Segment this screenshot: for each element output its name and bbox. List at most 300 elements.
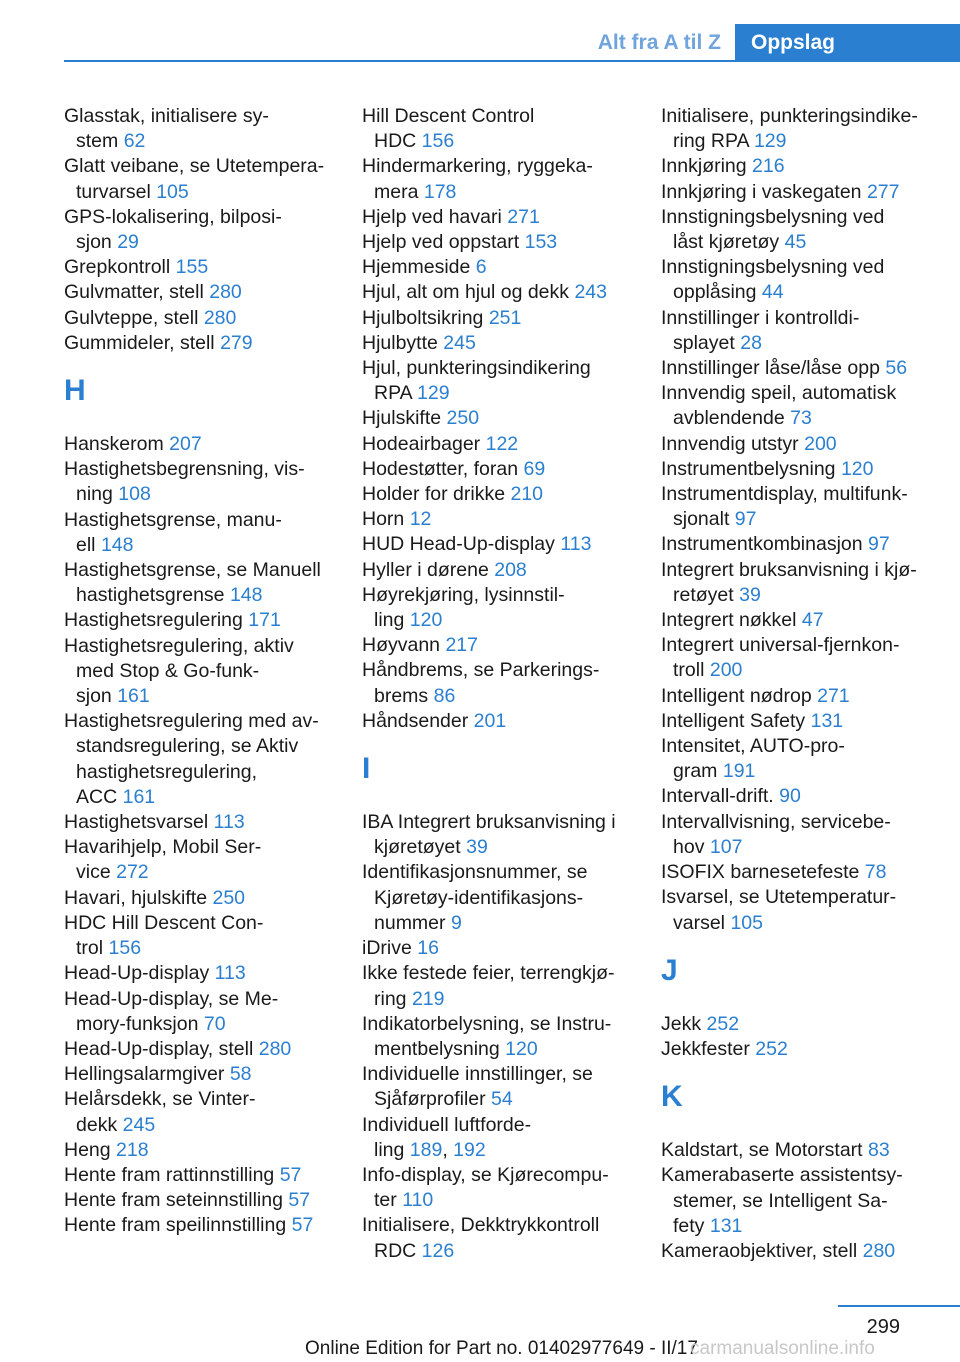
index-entry xyxy=(362,1163,637,1213)
entry-term: nummer xyxy=(374,911,446,934)
index-entry xyxy=(661,734,936,784)
entry-term: Høyvann xyxy=(362,634,441,657)
page-link[interactable]: 192 xyxy=(453,1138,486,1161)
entry-term: Instrumentbelysning xyxy=(661,457,836,480)
page-link[interactable]: 148 xyxy=(100,533,134,556)
page-link[interactable]: 62 xyxy=(123,130,146,153)
edition-line: Online Edition for Part no. 01402977649 - II/17 xyxy=(305,1338,698,1359)
entry-term: Individuelle innstillinger, se xyxy=(362,1063,593,1086)
entry-term: Hjulbytte xyxy=(362,331,438,354)
page-link[interactable]: 279 xyxy=(220,331,253,354)
entry-term: Heng xyxy=(64,1138,111,1161)
entry-term: Initialisere, punkteringsindike- xyxy=(661,105,918,127)
section-letter: K xyxy=(661,1080,683,1114)
page-link[interactable]: 161 xyxy=(117,685,150,708)
index-entry xyxy=(64,558,339,608)
page-link[interactable]: 131 xyxy=(810,709,844,732)
page-header xyxy=(0,0,960,62)
entry-term: Hastighetsgrense, manu- xyxy=(64,508,282,531)
page-link[interactable]: 191 xyxy=(722,760,756,783)
page-link[interactable]: 245 xyxy=(122,1113,156,1136)
page-link[interactable]: 271 xyxy=(507,205,540,228)
entry-term: Hodeairbager xyxy=(362,432,481,455)
page-link[interactable]: 83 xyxy=(868,1139,890,1162)
entry-term: Håndsender xyxy=(362,709,469,732)
index-entry xyxy=(362,482,637,507)
entry-term: kjøretøyet xyxy=(374,836,461,859)
entry-term: HDC Hill Descent Con- xyxy=(64,911,264,934)
index-entry xyxy=(661,810,936,860)
index-entry xyxy=(64,331,339,356)
entry-term: RDC xyxy=(374,1239,417,1262)
entry-term: brems xyxy=(374,684,429,707)
entry-term: Kaldstart, se Motorstart xyxy=(661,1139,863,1162)
index-entry xyxy=(362,1213,637,1263)
index-entry xyxy=(362,810,637,860)
entry-term: Hindermarkering, ryggeka- xyxy=(362,155,593,178)
entry-term: Info-display, se Kjørecompu- xyxy=(362,1163,609,1186)
index-entry xyxy=(64,835,339,885)
index-entry xyxy=(362,860,637,936)
index-entry xyxy=(661,381,936,431)
index-entry xyxy=(661,885,936,935)
index-entry xyxy=(362,633,637,658)
entry-term: mera xyxy=(374,180,419,203)
index-entry xyxy=(362,961,637,1011)
index-entry xyxy=(64,810,339,835)
entry-term: Havarihjelp, Mobil Ser- xyxy=(64,836,262,859)
entry-term: Jekk xyxy=(661,1012,702,1035)
section-letter: J xyxy=(661,953,678,987)
entry-term: Hjemmeside xyxy=(362,256,471,279)
entry-term: Hjul, punkteringsindikering xyxy=(362,357,591,380)
page-link[interactable]: 39 xyxy=(739,583,761,606)
index-entry xyxy=(661,457,936,482)
entry-term: stem xyxy=(76,130,119,153)
page-link[interactable]: 171 xyxy=(248,609,281,632)
page-link[interactable]: 218 xyxy=(116,1138,149,1161)
page-link[interactable]: 216 xyxy=(752,155,785,178)
entry-term: Hodestøtter, foran xyxy=(362,457,519,480)
page-link[interactable]: 9 xyxy=(450,911,462,934)
entry-term: Innvendig utstyr xyxy=(661,432,799,455)
entry-term: Hastighetsregulering xyxy=(64,609,243,632)
page-link[interactable]: 56 xyxy=(885,357,908,380)
index-entry xyxy=(362,255,637,280)
page-link[interactable]: 156 xyxy=(108,937,142,960)
page-link[interactable]: 120 xyxy=(505,1037,538,1060)
entry-term: IBA Integrert bruksanvisning i xyxy=(362,811,616,834)
index-entry xyxy=(362,406,637,431)
entry-term: mentbelysning xyxy=(374,1037,500,1060)
page-link[interactable]: 122 xyxy=(485,432,519,455)
index-entry xyxy=(661,104,936,154)
index-entry xyxy=(362,356,637,406)
entry-term: Gulvmatter, stell xyxy=(64,281,204,304)
page-link[interactable]: 250 xyxy=(212,886,246,909)
index-entry xyxy=(64,1213,339,1238)
index-column-1 xyxy=(64,104,339,1239)
entry-term: Innstillinger i kontrolldi- xyxy=(661,306,860,329)
page-link[interactable]: 57 xyxy=(279,1163,302,1186)
page-link[interactable]: 70 xyxy=(203,1012,226,1035)
page-link[interactable]: 69 xyxy=(523,457,546,480)
index-entry xyxy=(661,709,936,734)
index-entry xyxy=(661,784,936,809)
page-link[interactable]: 6 xyxy=(475,256,487,279)
index-entry xyxy=(64,1138,339,1163)
entry-term: dekk xyxy=(76,1113,118,1136)
entry-term: Intelligent nødrop xyxy=(661,684,812,707)
entry-term: hastighetsregulering, xyxy=(76,760,258,783)
entry-term: Innstigningsbelysning ved xyxy=(661,205,885,228)
entry-term: Kameraobjektiver, stell xyxy=(661,1239,858,1262)
entry-term: Hjelp ved havari xyxy=(362,205,502,228)
index-entry xyxy=(64,1062,339,1087)
index-column-2 xyxy=(362,104,637,1264)
page-link[interactable]: 277 xyxy=(866,180,900,203)
entry-term: sjonalt xyxy=(673,508,730,531)
entry-term: sjon xyxy=(76,685,112,708)
index-entry xyxy=(362,230,637,255)
page-link[interactable]: 16 xyxy=(417,937,439,960)
entry-term: Høyrekjøring, lysinnstil- xyxy=(362,583,565,606)
entry-term: turvarsel xyxy=(76,180,151,203)
index-entry xyxy=(661,684,936,709)
entry-term: Hente fram seteinnstilling xyxy=(64,1189,283,1212)
entry-term: hov xyxy=(673,835,705,858)
page-link[interactable]: 90 xyxy=(779,785,801,808)
index-entry xyxy=(64,306,339,331)
entry-term: Instrumentkombinasjon xyxy=(661,533,863,556)
page-link[interactable]: 200 xyxy=(804,432,837,455)
entry-term: ter xyxy=(374,1189,397,1212)
entry-term: Sjåførprofiler xyxy=(374,1088,486,1111)
page-link[interactable]: 28 xyxy=(740,331,762,354)
entry-term: HUD Head-Up-display xyxy=(362,533,555,556)
page-link[interactable]: 161 xyxy=(122,785,156,808)
page-link[interactable]: 12 xyxy=(409,508,432,531)
entry-term: Hyller i dørene xyxy=(362,558,489,581)
entry-term: Holder for drikke xyxy=(362,483,506,506)
entry-term: Intervallvisning, servicebe- xyxy=(661,810,891,833)
index-entry: Individuell luftforde- ling 189, 192 xyxy=(362,1113,532,1161)
entry-term: Hastighetsbegrensning, vis- xyxy=(64,458,305,481)
page-link[interactable]: 252 xyxy=(755,1037,788,1060)
page-link[interactable]: 207 xyxy=(169,433,202,456)
index-entry xyxy=(661,633,936,683)
entry-term: Hjelp ved oppstart xyxy=(362,231,520,254)
page-link[interactable]: 57 xyxy=(288,1189,311,1212)
page-link[interactable]: 29 xyxy=(117,231,139,254)
entry-term: Hastighetsvarsel xyxy=(64,811,209,834)
page-link[interactable]: 201 xyxy=(473,709,507,732)
page-link[interactable]: 252 xyxy=(706,1012,740,1035)
index-entry xyxy=(64,1163,339,1188)
page-link[interactable]: 280 xyxy=(258,1037,292,1060)
page-link[interactable]: 148 xyxy=(229,584,263,607)
index-entry xyxy=(362,104,637,154)
entry-term: Gummideler, stell xyxy=(64,331,215,354)
index-entry xyxy=(362,331,637,356)
index-entry xyxy=(362,432,637,457)
index-entry xyxy=(64,709,339,810)
index-entry xyxy=(362,154,637,204)
page-link[interactable]: 113 xyxy=(214,962,246,985)
entry-term: Håndbrems, se Parkerings- xyxy=(362,659,600,682)
page-link[interactable]: 120 xyxy=(840,457,874,480)
entry-term: Hente fram rattinnstilling xyxy=(64,1163,275,1186)
page-link[interactable]: 217 xyxy=(445,634,478,657)
entry-term: Gulvteppe, stell xyxy=(64,306,199,329)
entry-term: Initialisere, Dekktrykkontroll xyxy=(362,1214,600,1237)
index-entry xyxy=(64,608,339,633)
page-link[interactable]: 156 xyxy=(421,130,455,153)
page-link[interactable]: 272 xyxy=(116,861,149,884)
page-link[interactable]: 189 xyxy=(409,1138,443,1161)
entry-term: Instrumentdisplay, multifunk- xyxy=(661,483,908,506)
page-link[interactable]: 251 xyxy=(488,306,522,329)
page-link[interactable]: 280 xyxy=(203,306,237,329)
entry-term: Havari, hjulskifte xyxy=(64,886,208,909)
entry-term: ell xyxy=(76,533,96,556)
entry-term: ring RPA xyxy=(673,130,749,153)
index-entry xyxy=(661,1239,936,1264)
index-entry xyxy=(362,280,637,305)
index-entry xyxy=(661,255,936,305)
entry-term: Head-Up-display, se Me- xyxy=(64,987,279,1010)
entry-term: ring xyxy=(374,987,407,1010)
entry-term: med Stop & Go-funk- xyxy=(76,659,260,682)
index-entry xyxy=(64,154,339,204)
index-entry xyxy=(661,306,936,356)
index-entry xyxy=(64,1087,339,1137)
entry-term: sjon xyxy=(76,231,112,254)
page-link[interactable]: 107 xyxy=(709,835,743,858)
page-link[interactable]: 208 xyxy=(494,558,527,581)
page-link[interactable]: 105 xyxy=(156,180,189,203)
entry-term: Head-Up-display, stell xyxy=(64,1037,254,1060)
index-entry xyxy=(64,280,339,305)
chapter-tab[interactable]: Oppslag xyxy=(735,24,960,62)
entry-term: Innkjøring xyxy=(661,155,747,178)
page-link[interactable]: 120 xyxy=(409,609,443,632)
page-link[interactable]: 44 xyxy=(761,281,784,304)
entry-term: standsregulering, se Aktiv xyxy=(76,735,299,758)
index-entry xyxy=(362,532,637,557)
index-entry xyxy=(362,583,637,633)
index-entry xyxy=(64,886,339,911)
entry-term: Innstillinger låse/låse opp xyxy=(661,357,880,380)
entry-term: låst kjøretøy xyxy=(673,231,780,254)
entry-term: retøyet xyxy=(673,583,734,606)
page-link[interactable]: 86 xyxy=(433,684,456,707)
index-entry xyxy=(661,532,936,557)
index-entry xyxy=(64,1188,339,1213)
entry-term: RPA xyxy=(374,382,412,405)
page-link[interactable]: 45 xyxy=(784,231,807,254)
entry-term: Intelligent Safety xyxy=(661,709,806,732)
index-entry xyxy=(661,1012,936,1037)
entry-term: mory-funksjon xyxy=(76,1012,199,1035)
entry-term: Hanskerom xyxy=(64,433,164,456)
entry-term: ling xyxy=(374,609,405,632)
index-entry xyxy=(64,432,339,457)
index-entry xyxy=(661,356,936,381)
entry-term: Integrert bruksanvisning i kjø- xyxy=(661,558,917,581)
entry-term: GPS-lokalisering, bilposi- xyxy=(64,205,282,228)
entry-term: Intensitet, AUTO-pro- xyxy=(661,735,845,758)
page-link[interactable]: 97 xyxy=(868,533,890,556)
entry-term: Hente fram speilinnstilling xyxy=(64,1214,287,1237)
page-link[interactable]: 113 xyxy=(560,533,592,556)
page-link[interactable]: 243 xyxy=(574,281,607,304)
entry-term: avblendende xyxy=(673,407,785,430)
index-column-3 xyxy=(661,104,936,1264)
entry-term: Glasstak, initialisere sy- xyxy=(64,105,269,127)
index-entry xyxy=(661,1138,936,1163)
entry-term: opplåsing xyxy=(673,281,757,304)
index-entry xyxy=(661,608,936,633)
page-link[interactable]: 129 xyxy=(417,382,450,405)
entry-term: stemer, se Intelligent Sa- xyxy=(673,1189,888,1212)
entry-term: Hjul, alt om hjul og dekk xyxy=(362,281,570,304)
entry-term: Ikke festede feier, terrengkjø- xyxy=(362,962,615,985)
page-link[interactable]: 280 xyxy=(862,1239,896,1262)
entry-term: ISOFIX barnesetefeste xyxy=(661,861,860,884)
entry-term: Intervall-drift. xyxy=(661,785,774,808)
entry-term: troll xyxy=(673,659,705,682)
entry-term: trol xyxy=(76,937,104,960)
entry-term: varsel xyxy=(673,911,726,934)
entry-term: ling xyxy=(374,1138,405,1161)
index-entry xyxy=(64,255,339,280)
entry-term: Identifikasjonsnummer, se xyxy=(362,861,588,884)
page-link[interactable]: 131 xyxy=(709,1214,743,1237)
entry-term: Jekkfester xyxy=(661,1037,750,1060)
entry-term: Kamerabaserte assistentsy- xyxy=(661,1164,903,1187)
index-entry xyxy=(362,709,637,734)
page-link[interactable]: 155 xyxy=(175,256,209,279)
page-link[interactable]: 105 xyxy=(730,911,763,934)
index-entry xyxy=(661,180,936,205)
entry-term: ning xyxy=(76,483,113,506)
section-tab[interactable]: Alt fra A til Z xyxy=(597,31,721,54)
entry-term: Innkjøring i vaskegaten xyxy=(661,180,862,203)
entry-term: Hastighetsregulering, aktiv xyxy=(64,634,294,657)
index-entry xyxy=(64,508,339,558)
page-link[interactable]: 47 xyxy=(801,609,824,632)
entry-term: Hastighetsgrense, se Manuell xyxy=(64,559,321,582)
page-link[interactable]: 57 xyxy=(291,1214,314,1237)
footer-rule xyxy=(838,1305,960,1307)
index-entry xyxy=(661,1037,936,1062)
entry-term: Integrert nøkkel xyxy=(661,609,797,632)
entry-term: vice xyxy=(76,861,111,884)
page-link[interactable]: 39 xyxy=(466,836,488,859)
header-rule xyxy=(64,60,960,62)
index-entry xyxy=(64,457,339,507)
page-link[interactable]: 280 xyxy=(209,281,242,304)
index-entry xyxy=(661,432,936,457)
entry-term: HDC xyxy=(374,130,417,153)
index-entry xyxy=(64,104,339,154)
index-entry xyxy=(362,205,637,230)
page-link[interactable]: 153 xyxy=(524,231,558,254)
page-link[interactable]: 200 xyxy=(709,659,743,682)
index-entry xyxy=(661,860,936,885)
page-link[interactable]: 113 xyxy=(213,811,245,834)
entry-term: Grepkontroll xyxy=(64,256,171,279)
index-entry xyxy=(661,558,936,608)
page-link[interactable]: 126 xyxy=(421,1239,455,1262)
entry-term: Innstigningsbelysning ved xyxy=(661,256,885,279)
page-link[interactable]: 271 xyxy=(817,684,850,707)
entry-term: fety xyxy=(673,1214,705,1237)
page-link[interactable]: 78 xyxy=(864,861,887,884)
section-letter: I xyxy=(362,752,371,786)
index-entry xyxy=(362,936,637,961)
entry-term: Hjulskifte xyxy=(362,407,442,430)
page-link[interactable]: 110 xyxy=(402,1189,434,1212)
index-entry xyxy=(661,154,936,179)
entry-term: splayet xyxy=(673,331,735,354)
index-entry xyxy=(64,634,339,710)
watermark: carmanualsonline.info xyxy=(690,1338,875,1359)
page-link[interactable]: 73 xyxy=(790,407,812,430)
entry-term: gram xyxy=(673,760,718,783)
index-entry xyxy=(661,482,936,532)
page-link[interactable]: 210 xyxy=(510,483,544,506)
page-link[interactable]: 250 xyxy=(446,407,480,430)
index-entry xyxy=(64,987,339,1037)
entry-term: Isvarsel, se Utetemperatur- xyxy=(661,886,897,909)
index-entry xyxy=(362,1012,637,1062)
entry-term: Hellingsalarmgiver xyxy=(64,1063,225,1086)
page-link[interactable]: 129 xyxy=(753,130,787,153)
entry-term: hastighetsgrense xyxy=(76,584,225,607)
entry-term: Innvendig speil, automatisk xyxy=(661,382,897,405)
index-entry xyxy=(362,558,637,583)
page-link[interactable]: 97 xyxy=(734,508,757,531)
section-letter: H xyxy=(64,374,86,408)
page-link[interactable]: 54 xyxy=(491,1088,513,1111)
index-entry xyxy=(362,507,637,532)
entry-term: Helårsdekk, se Vinter- xyxy=(64,1088,256,1111)
page-link[interactable]: 108 xyxy=(118,483,151,506)
entry-term: Horn xyxy=(362,508,405,531)
index-entry xyxy=(362,457,637,482)
entry-term: Hastighetsregulering med av- xyxy=(64,710,319,733)
entry-term: Hill Descent Control xyxy=(362,105,535,127)
entry-term: Hjulboltsikring xyxy=(362,306,484,329)
page-link[interactable]: 245 xyxy=(443,331,476,354)
entry-term: Indikatorbelysning, se Instru- xyxy=(362,1012,612,1035)
index-entry xyxy=(362,306,637,331)
index-entry xyxy=(661,1163,936,1239)
index-entry xyxy=(362,658,637,708)
entry-term: iDrive xyxy=(362,937,412,960)
index-entry xyxy=(64,1037,339,1062)
page-link[interactable]: 219 xyxy=(411,987,445,1010)
entry-term: Individuell luftforde- xyxy=(362,1113,532,1136)
page-link[interactable]: 58 xyxy=(229,1063,252,1086)
index-entry xyxy=(64,961,339,986)
index-entry xyxy=(64,911,339,961)
page-link[interactable]: 178 xyxy=(423,180,457,203)
entry-term: ACC xyxy=(76,785,118,808)
index-entry xyxy=(64,205,339,255)
